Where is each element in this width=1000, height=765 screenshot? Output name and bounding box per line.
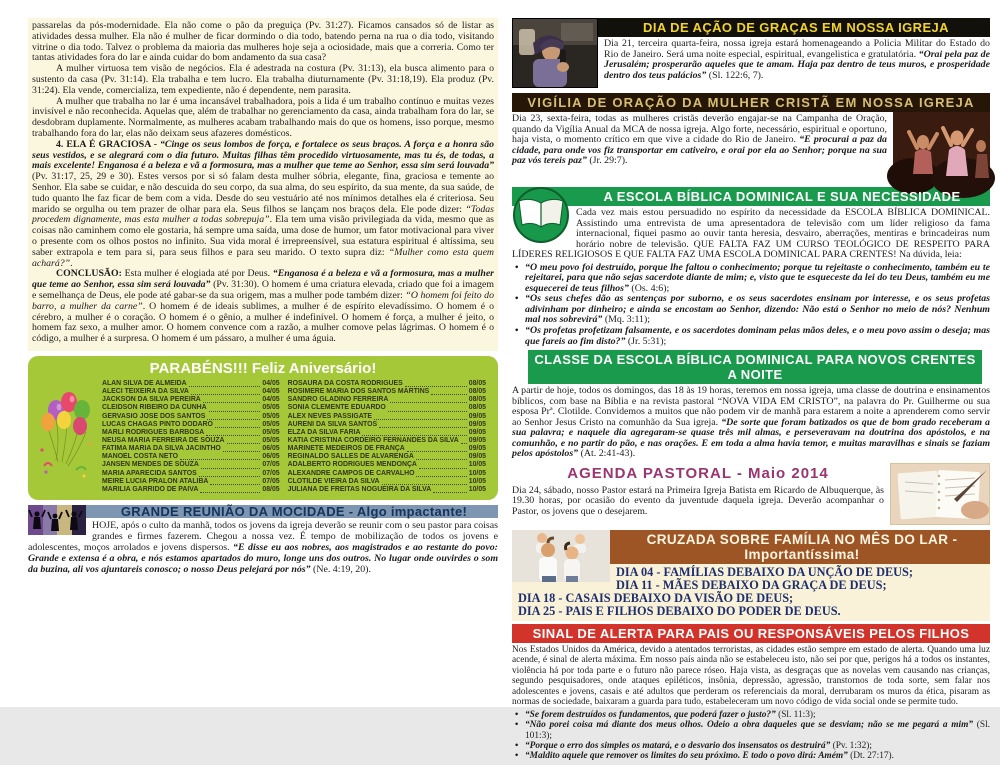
birthday-row: GERVASIO JOSE DOS SANTOS 05/05 bbox=[102, 412, 280, 420]
pastoral-agenda-body: Dia 24, sábado, nosso Pastor estará na Primeira Igreja Batista em Ricardo de Albuquerque, às 19.30 horas, por ocasião do evento da juventude daquela igreja. Deverão acompanhar o Pastor, os jovens que o desejarem. bbox=[512, 484, 884, 518]
birthday-row: LUCAS CHAGAS PINTO DODARO 05/05 bbox=[102, 420, 280, 428]
alert-body: Nos Estados Unidos da América, devido a atentados terroristas, as cidades estão sempre em estado de alerta. Quando uma luz acende, é sinal de alerta máxima. Em nosso país ainda não se estabeleceu isto, não sei por que, perigos há a todos os instantes, violência há por toda parte e o futuro não parece róseo. Haja vista, as desgraças que as novelas vem causando nas crianças, segundo pesquisadores, onde ataques epiléticos, insônia, depressão, agressão, transtornos de toda sorte, sem falar nos adolescentes e jovens, casais e até adultos que perderam os referenciais da moral, derrubaram os muros da ética, pisaram as normas de sociedade, baixaram a guarda para tudo, estabeleceram um novo código de vida social onde se permite tudo. bbox=[512, 644, 990, 708]
new-believers-class-section bbox=[512, 350, 990, 460]
crusade-day: DIA 25 - PAIS E FILHOS DEBAIXO DO PODER DE DEUS. bbox=[518, 603, 841, 618]
crusade-day: DIA 11 - MÃES DEBAIXO DA GRAÇA DE DEUS; bbox=[616, 577, 887, 592]
birthday-row: MEIRE LUCIA PRALON ATALIBA 07/05 bbox=[102, 477, 280, 485]
birthday-list-right bbox=[284, 380, 490, 494]
birthday-row: SONIA CLEMENTE EDUARDO 08/05 bbox=[287, 404, 486, 412]
virtuous-woman-article bbox=[28, 18, 498, 351]
birthday-title: PARABÉNS!!! Feliz Aniversário! bbox=[149, 359, 377, 377]
birthday-row: NEUSA MARIA FERREIRA DE SOUZA 05/05 bbox=[102, 437, 280, 444]
birthday-row: JANSEN MENDES DE SOUZA 07/05 bbox=[102, 461, 280, 469]
birthday-row: CLOTILDE VIEIRA DA SILVA 10/05 bbox=[287, 477, 486, 485]
birthday-row: ALEX NEVES PASSIGATE 09/05 bbox=[287, 412, 486, 420]
birthday-row: MARLI RODRIGUES BARBOSA 05/05 bbox=[102, 428, 280, 436]
quote-item: • “Se forem destruídos os fundamentos, que poderá fazer o justo?” (Sl. 11:3); bbox=[515, 709, 816, 720]
vigil-title: VIGÍLIA DE ORAÇÃO DA MULHER CRISTÃ EM NOSSA IGREJA bbox=[512, 93, 990, 112]
sunday-school-intro: Cada vez mais estou persuadido no espírito da necessidade da ESCOLA BÍBLICA DOMINICAL. Assistindo uma entrevista de uma apresentadora de televisão com um líder religioso da fama internacional, fiquei pasmo ao ouvir tanta heresia, desvairo, aberrações, mentiras e brincadeiras num horário nobre de televisão. QUE FALTA FAZ UM CURSO TEOLÓGICO DE RESPEITO PARA LÍDERES RELIGIOSOS E QUE FALTA FAZ UMA ESCOLA DOMINICAL PARA CRENTES! Na dúvida, leia: bbox=[512, 207, 990, 261]
alert-quote-list bbox=[512, 710, 990, 762]
birthday-row: AURENI DA SILVA SANTOS 09/05 bbox=[287, 420, 486, 428]
worship-crowd-photo bbox=[893, 112, 990, 182]
birthday-row: ALAN SILVA DE ALMEIDA 04/05 bbox=[102, 379, 280, 387]
sunday-school-title: A ESCOLA BÍBLICA DOMINICAL E SUA NECESSIDADE bbox=[512, 187, 990, 206]
youth-meeting-title: GRANDE REUNIÃO DA MOCIDADE - Algo impactante! bbox=[28, 505, 498, 518]
quote-item: • “O meu povo foi destruído, porque lhe faltou o conhecimento; porque tu rejeitaste o conhecimento, também eu te rejeitarei, para que não sejas sacerdote diante de mim; e, visto que te esqueceste da lei do teu Deus, também eu me esquecerei de teus filhos” (Os. 4:6); bbox=[515, 261, 990, 294]
birthday-row: REGINALDO SALLES DE ALVARENGA 09/05 bbox=[287, 453, 486, 461]
sunday-school-section bbox=[512, 187, 990, 347]
family-photo bbox=[512, 530, 610, 582]
quote-item: • “Os seus chefes dão as sentenças por suborno, e os seus sacerdotes ensinam por interesse, e os seus profetas adivinham por dinheiro; e ainda se encostam ao Senhor, dizendo: Não está o Senhor no meio de nós? Nenhum mal nos sobrevirá” (Mq. 3:11); bbox=[515, 293, 990, 326]
birthday-row: MANOEL COSTA NETO 06/05 bbox=[102, 453, 280, 461]
balloons-illustration-icon bbox=[36, 380, 98, 494]
sunday-school-quote-list bbox=[512, 263, 990, 347]
quote-item: • “Maldito aquele que remover os limites do seu próximo. E todo o povo dirá: Amém” (Dt. 27:17). bbox=[515, 751, 894, 762]
article-paragraph: 4. ELA É GRACIOSA - “Cinge os seus lombos de força, e fortalece os seus braços. A força e a honra são seus vestidos, e se alegrará com o dia futuro. Muitas filhas têm procedido virtuosamente, mas tu és, de todas, a mais excelente! Enganosa é a beleza e vã a formosura, mas a mulher que teme ao Senhor, essa sim será louvada” (Pv. 31:17, 25, 29 e 30). Estes versos por si só falam desta mulher sóbria, elegante, fina, graciosa e temente ao Senhor. Ela sabe se cuidar, e não descuida do seu corpo, da sua alma, do seu espírito, da sua mente, da sua saúde, de tudo quanto lhe faz ficar de bem com a vida. Desde do seu vestuário até nos mínimos detalhes ela é criteriosa. Seu marido se orgulha ou tem prazer de olhar para ela. Seus filhos se lançam nos braços dela. Ele pode dizer: “Todas procedem dignamente, mas esta mulher a todas sobrepuja”. Ela tem uma visão privilegiada da vida, mesmo que as coisas não caminhem como ele gostaria, há sempre uma saída, uma dose de humor, um fator motivacional para viver o presente com os olhos postos no infinito. Sua vida moral é irrepreensível, sua estatura espiritual é altíssima, seu saber extrapola e tem para si, para seus filhos e para seu marido. O texto supra diz: “Mulher como esta quem achará?”. bbox=[32, 138, 494, 269]
family-crusade-section bbox=[512, 530, 990, 621]
youth-meeting-body: HOJE, após o culto da manhã, todos os jovens da igreja deverão se reunir com o seu pastor para coisas grandes e firmes fazerem. Chegou a nossa vez. É tempo de mobilização de todos os jovens e adolescentes, moços arrolados e jovens dispersos. “E disse eu aos nobres, aos magistrados e ao restante do povo: Grande e extensa é a obra, e nós estamos apartados do muro, longe uns dos outros. No lugar onde ouvirdes o som da buzina, ali vos ajuntareis conosco; o nosso Deus pelejará por nós” (Ne. 4:19, 20). bbox=[28, 520, 498, 576]
crusade-day: DIA 18 - CASAIS DEBAIXO DA VISÃO DE DEUS; bbox=[518, 590, 794, 605]
article-paragraph: CONCLUSÃO: Esta mulher é elogiada até por Deus. “Enganosa é a beleza e vã a formosura, mas a mulher que teme ao Senhor, essa sim será louvada” (Pv. 31:30). O homem é uma criatura elevada, criado que foi a imagem e semelhança de Deus, ele pode até gabar-se da sua origem, mas a mulher pode também dizer: “O homem foi feito do barro, a mulher da carne”. O homem é de ideais sublimes, a mulher é de espírito elevadíssimo. O homem é o cérebro, a mulher é o coração. O homem é o gênio, a mulher é indefinível. O homem é força, a mulher é jeito, o homem faz sexo, a mulher amor. O homem convence com a razão, a mulher comove pelas lágrimas. O homem é o código, a mulher é a surpresa. O homem é um pássaro, a mulher é uma águia. bbox=[32, 268, 494, 345]
vigil-body: Dia 23, sexta-feira, todas as mulheres cristãs deverão engajar-se na Campanha de Oração, quando da Vigília Anual da MCA de nossa igreja. Algo forte, necessário, espiritual e oportuno, haja vista, o momento crítico em que vive a cidade do Rio de Janeiro. “E procurai a paz da cidade, para onde vos fiz transportar em cativeiro, e orai por ela ao Senhor; porque na sua paz vós tereis paz” (Jr. 29:7). bbox=[512, 113, 887, 167]
new-believers-class-body: A partir de hoje, todos os domingos, das 18 às 19 horas, teremos em nossa igreja, uma classe de doutrina e ensinamentos bíblicos, com base na Bíblia e na revista pastoral “NOVA VIDA EM CRISTO”, na palavra do Pr. Guilherme ou sua esposa Prª. Clotilde. Convidemos a muitos que não podem vir de manhã para estarem a noite a aprenderem como servir ao Senhor Jesus Cristo na comunhão da Sua igreja. “De sorte que foram batizados os que de bom grado receberam a sua palavra; e naquele dia agregaram-se quase três mil almas, e perseveravam na doutrina dos apóstolos, e na comunhão, e no partir do pão, e nas orações. E em toda a alma havia temor, e muitas maravilhas e sinais se faziam pelos apóstolos” (At. 2:41-43). bbox=[512, 385, 990, 460]
alert-title: SINAL DE ALERTA PARA PAIS OU RESPONSÁVEIS PELOS FILHOS bbox=[512, 624, 990, 643]
birthday-row: JULIANA DE FREITAS NOGUEIRA DA SILVA 10/05 bbox=[287, 485, 486, 493]
birthday-row: JACKSON DA SILVA PEREIRA 04/05 bbox=[102, 396, 280, 404]
police-officer-photo bbox=[512, 18, 598, 88]
birthday-list-left bbox=[98, 380, 284, 494]
article-paragraph: A mulher que trabalha no lar é uma incansável trabalhadora, pois a lida é um trabalho contínuo e muitas vezes invisível e não reconhecida. Aquelas que, além de trabalhar no gerenciamento da casa, ainda trabalham fora do lar, se desdobram duplamente. Normalmente, as mulheres acabam trabalhando mais do que os homens, isso porque, mesmo trabalhando fora do lar, elas não deixam seus afazeres domésticos. bbox=[32, 95, 494, 139]
birthday-row: ROSAURA DA COSTA RODRIGUES 08/05 bbox=[287, 379, 486, 387]
birthday-row: SANDRO GLADINO FERREIRA 08/05 bbox=[287, 396, 486, 404]
birthday-row: MARINETE MEDEIROS DE FRANÇA 09/05 bbox=[287, 445, 486, 453]
birthday-row: KATIA CRISTINA CORDEIRO FERNANDES DA SILVA 09/05 bbox=[287, 437, 486, 444]
birthday-row: MARILIA GARRIDO DE PAIVA 08/05 bbox=[102, 485, 280, 493]
quote-item: • “Não porei coisa má diante dos meus olhos. Odeio a obra daqueles que se desviam; não se me pegará a mim” (Sl. 101:3); bbox=[515, 720, 991, 741]
open-book-logo-icon bbox=[512, 187, 570, 243]
vigil-section bbox=[512, 93, 990, 184]
quote-item: • “Os profetas profetizam falsamente, e os sacerdotes dominam pelas mãos deles, e o meu povo assim o deseja; mas que fareis ao fim disto?” (Jr. 5:31); bbox=[515, 325, 990, 347]
birthday-box bbox=[28, 356, 498, 500]
thanksgiving-title: DIA DE AÇÃO DE GRAÇAS EM NOSSA IGREJA bbox=[512, 18, 990, 37]
right-column bbox=[512, 18, 990, 765]
birthday-row: ALECI TEIXEIRA DA SILVA 04/05 bbox=[102, 388, 280, 396]
youth-meeting-section bbox=[28, 505, 498, 575]
quote-item: • “Porque o erro dos simples os matará, e o desvario dos insensatos os destruirá” (Pv. 1:32); bbox=[515, 741, 872, 752]
birthday-row: ELZA DA SILVA FARIA 09/05 bbox=[287, 428, 486, 436]
pastoral-agenda-section bbox=[512, 463, 990, 527]
thanksgiving-body: Dia 21, terceira quarta-feira, nossa igreja estará homenageando a Policia Militar do Estado do Rio de Janeiro. Será uma noite especial, espiritual, evangelistica e gratulatória. “Orai pela paz de Jerusalém; prosperarão aqueles que te amam. Haja paz dentro de teus muros, e prosperidade dentro dos teus palácios” (Sl. 122:6, 7). bbox=[604, 38, 990, 81]
youth-silhouettes-photo bbox=[28, 505, 86, 535]
crusade-day: DIA 04 - FAMÍLIAS DEBAIXO DA UNÇÃO DE DEUS; bbox=[616, 564, 913, 579]
left-column bbox=[28, 18, 498, 575]
agenda-pen-photo bbox=[890, 463, 990, 525]
birthday-row: MARIA APARECIDA SANTOS 07/05 bbox=[102, 469, 280, 477]
birthday-row: ADALBERTO RODRIGUES MENDONÇA 10/05 bbox=[287, 461, 486, 469]
family-crusade-title: CRUZADA SOBRE FAMÍLIA NO MÊS DO LAR - Importantíssima! bbox=[512, 530, 990, 564]
birthday-row: FATIMA MARIA DA SILVA JACINTHO 06/05 bbox=[102, 445, 280, 453]
article-paragraph: A mulher virtuosa tem visão de negócios. Ela é adestrada na costura (Pv. 31:13), ela busca alimento para o sustento da casa (Pv. 31:14). Ela trabalha e tem lucro. Ela trabalha diuturnamente (Pv. 31:18,19). Ela produz (Pv. 31:24). Ela vende, comercializa, tem expediente, não é dependente, nem parasita. bbox=[32, 63, 494, 96]
article-paragraph: passarelas da pós-modernidade. Ela não come o pão da preguiça (Pv. 31:27). Ficamos cansados só de listar as atividades dessa mulher. Ela não é mulher de ficar dormindo o dia todo, batendo perna na rua o dia todo, visitando vitrine o dia todo. Talvez o problema da maioria das mulheres hoje seja a ociosidade, mais que a correria. Como ter tantas atividades fora do lar e ainda cuidar do bom andamento da sua casa? bbox=[32, 20, 494, 64]
birthday-row: CLEIDSON RIBEIRO DA CUNHA 05/05 bbox=[102, 404, 280, 412]
pastoral-agenda-title: AGENDA PASTORAL - Maio 2014 bbox=[567, 464, 829, 482]
alert-section bbox=[512, 624, 990, 762]
new-believers-class-title: CLASSE DA ESCOLA BÍBLICA DOMINICAL PARA NOVOS CRENTES A NOITE bbox=[528, 350, 982, 384]
thanksgiving-section bbox=[512, 18, 990, 90]
birthday-row: ROSIMERE MARIA DOS SANTOS MARTINS 08/05 bbox=[287, 388, 486, 396]
birthday-row: ALEXANDRE CAMPOS DE CARVALHO 10/05 bbox=[287, 469, 486, 477]
